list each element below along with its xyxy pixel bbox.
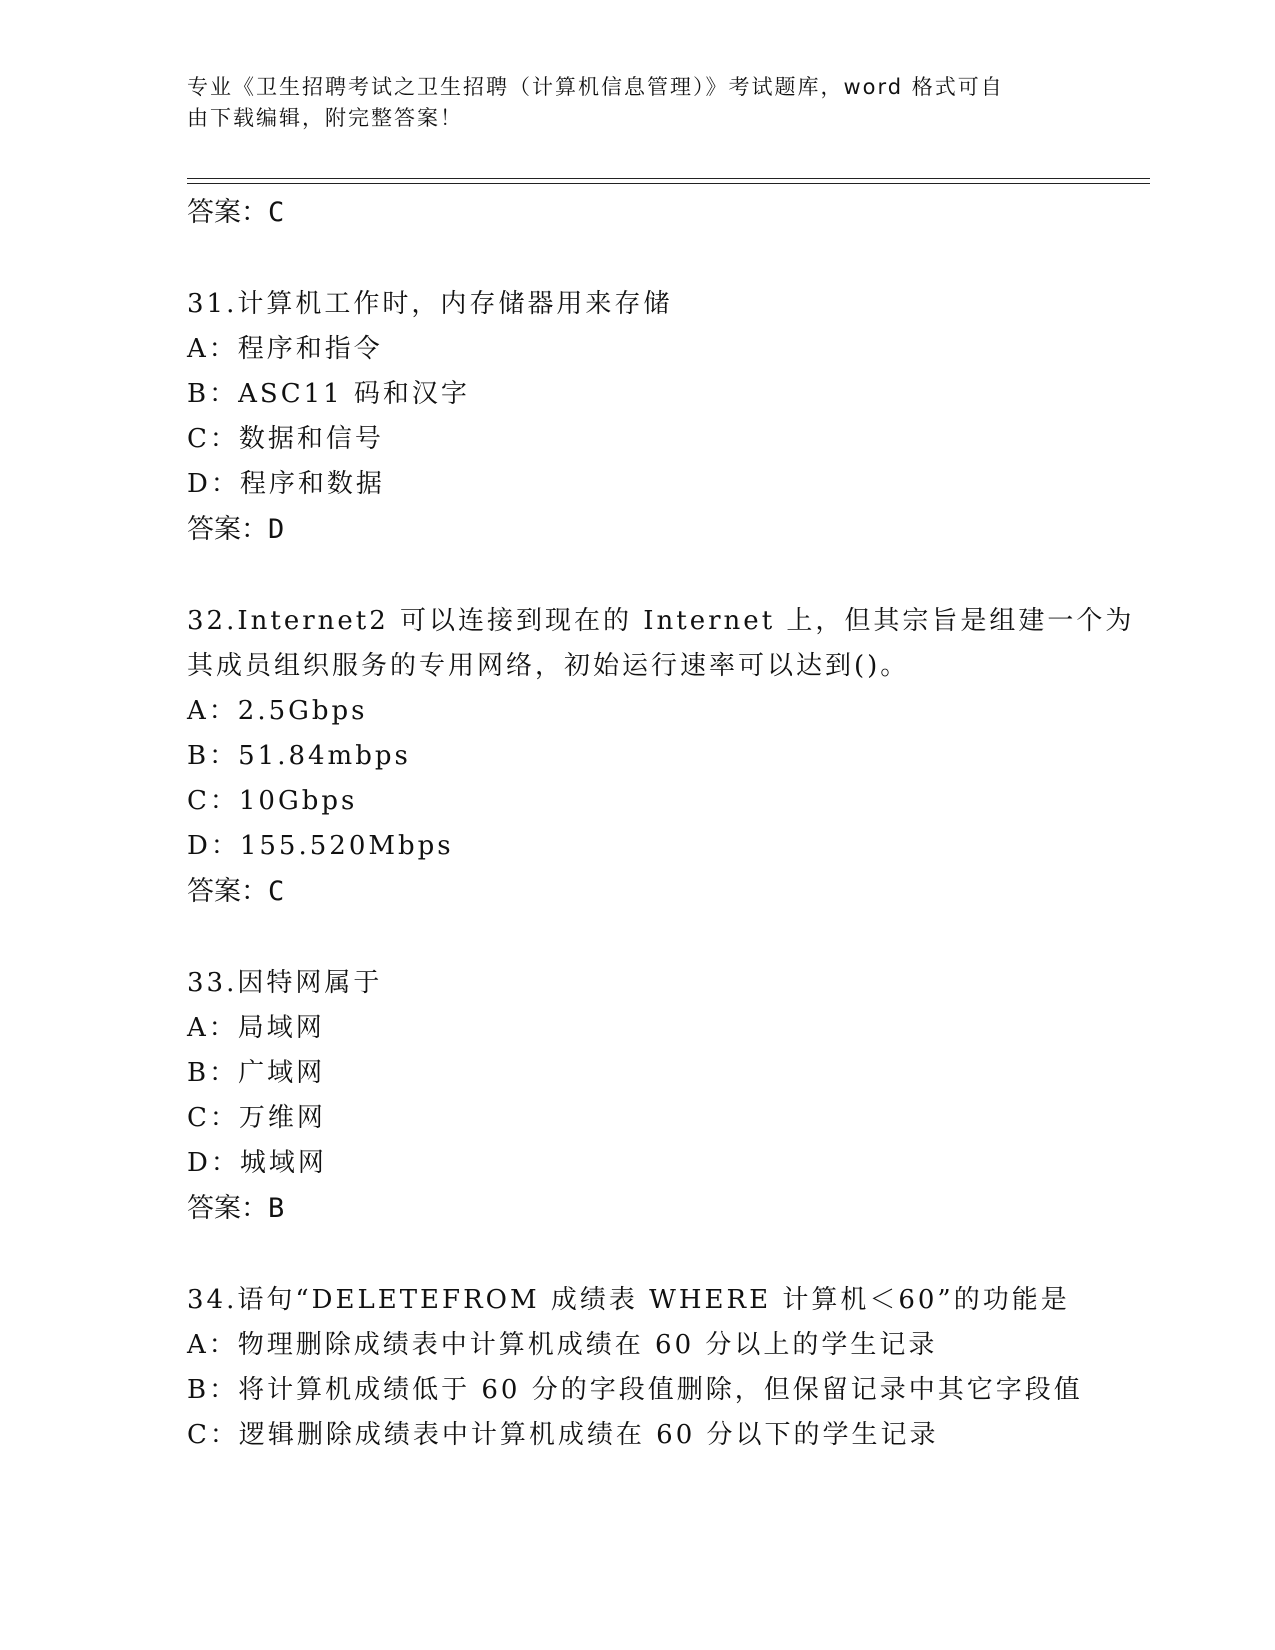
question-stem: 34.语句“DELETEFROM 成绩表 WHERE 计算机＜60”的功能是 [187, 1285, 1070, 1315]
answer-previous: 答案：C [187, 197, 285, 228]
answer: 答案：D [187, 514, 285, 545]
header-divider-bottom [187, 183, 1150, 184]
option-c: C：逻辑删除成绩表中计算机成绩在 60 分以下的学生记录 [187, 1420, 939, 1450]
document-header [187, 72, 1067, 134]
option-d: D：城域网 [187, 1148, 327, 1178]
option-a: A：局域网 [187, 1013, 325, 1043]
question-list [187, 188, 1150, 1458]
option-a: A：2.5Gbps [187, 696, 368, 726]
option-b: B：将计算机成绩低于 60 分的字段值删除，但保留记录中其它字段值 [187, 1375, 1083, 1405]
option-b: B：ASC11 码和汉字 [187, 379, 470, 409]
question-stem-line-1: 32.Internet2 可以连接到现在的 Internet 上，但其宗旨是组建一个为 [187, 606, 1135, 636]
option-c: C：万维网 [187, 1103, 326, 1133]
option-b: B：广域网 [187, 1058, 326, 1088]
question-32 [187, 599, 1150, 914]
option-a: A：程序和指令 [187, 334, 383, 364]
header-divider-top [187, 178, 1150, 179]
option-a: A：物理删除成绩表中计算机成绩在 60 分以上的学生记录 [187, 1330, 938, 1360]
option-d: D：155.520Mbps [187, 831, 454, 861]
option-d: D：程序和数据 [187, 469, 385, 499]
header-line-1: 专业《卫生招聘考试之卫生招聘（计算机信息管理）》考试题库，word 格式可自 [187, 75, 1004, 99]
question-31 [187, 282, 1150, 552]
answer: 答案：C [187, 876, 285, 907]
question-stem-line-2: 其成员组织服务的专用网络，初始运行速率可以达到()。 [187, 651, 910, 681]
question-34 [187, 1278, 1150, 1458]
option-c: C：数据和信号 [187, 424, 384, 454]
header-line-2: 由下载编辑，附完整答案！ [187, 106, 463, 130]
question-33 [187, 961, 1150, 1231]
option-c: C：10Gbps [187, 786, 358, 816]
option-b: B：51.84mbps [187, 741, 411, 771]
question-stem: 31.计算机工作时，内存储器用来存储 [187, 289, 673, 319]
answer: 答案：B [187, 1193, 285, 1224]
question-stem: 33.因特网属于 [187, 968, 383, 998]
